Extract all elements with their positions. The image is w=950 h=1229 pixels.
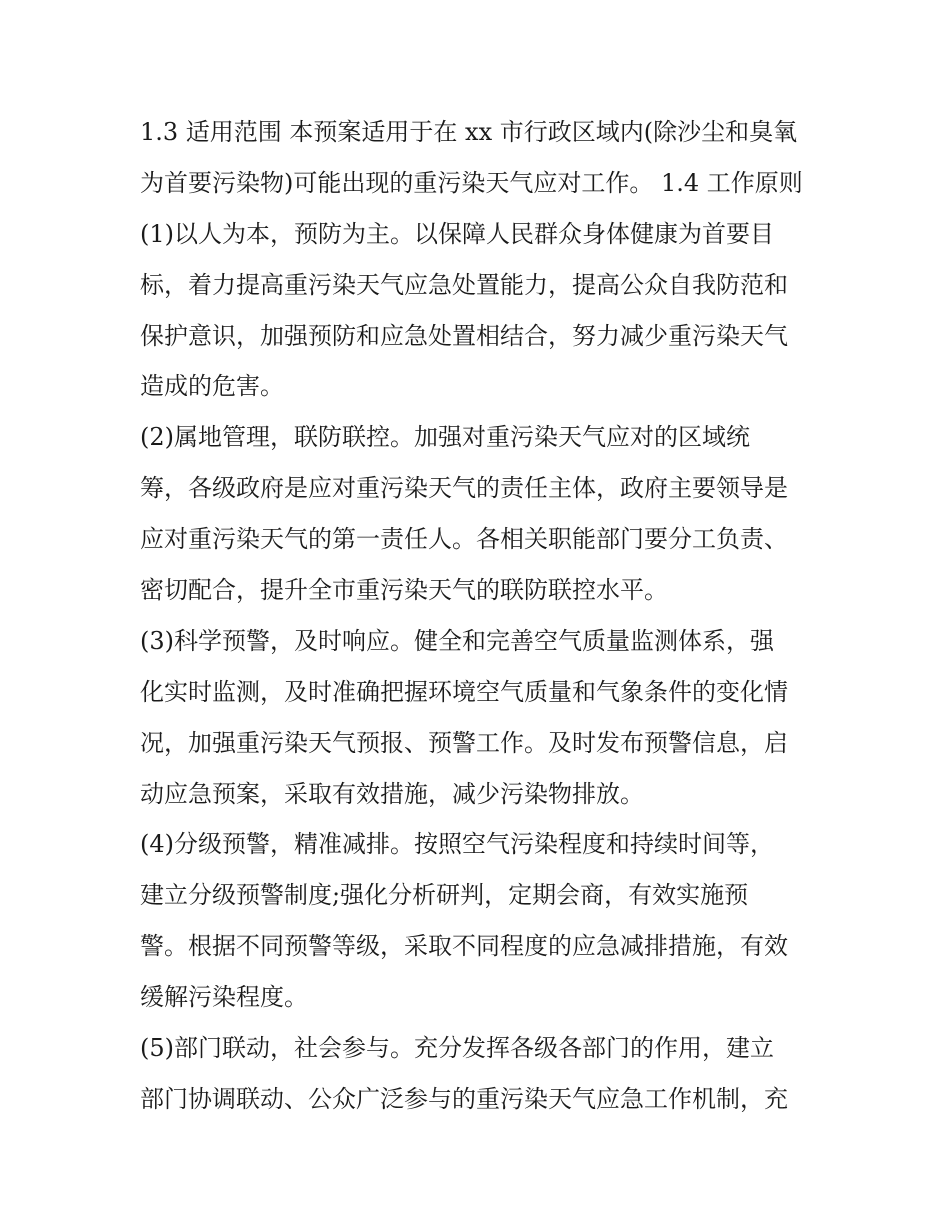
text-line: 造成的危害。	[140, 372, 284, 401]
text-line: (3)科学预警，及时响应。健全和完善空气质量监测体系，强	[140, 626, 774, 655]
text-line: (1)以人为本，预防为主。以保障人民群众身体健康为首要目	[140, 219, 774, 248]
text-line: 密切配合，提升全市重污染天气的联防联控水平。	[140, 576, 668, 605]
text-line: 应对重污染天气的第一责任人。各相关职能部门要分工负责、	[140, 525, 788, 554]
text-line: 为首要污染物)可能出现的重污染天气应对工作。 1.4 工作原则	[140, 168, 803, 197]
text-line: 保护意识，加强预防和应急处置相结合，努力减少重污染天气	[140, 321, 788, 350]
text-line: 1.3 适用范围 本预案适用于在 xx 市行政区域内(除沙尘和臭氧	[140, 118, 798, 146]
text-line: (2)属地管理，联防联控。加强对重污染天气应对的区域统	[140, 423, 750, 452]
text-line: 部门协调联动、公众广泛参与的重污染天气应急工作机制，充	[140, 1084, 788, 1113]
text-line: 动应急预案，采取有效措施，减少污染物排放。	[140, 779, 644, 808]
text-line: 况，加强重污染天气预报、预警工作。及时发布预警信息，启	[140, 728, 788, 757]
text-line: 警。根据不同预警等级，采取不同程度的应急减排措施，有效	[140, 932, 788, 961]
text-line: 缓解污染程度。	[140, 983, 308, 1012]
document-body	[140, 107, 820, 1125]
text-line: 建立分级预警制度;强化分析研判，定期会商，有效实施预	[140, 881, 749, 910]
text-line: 筹，各级政府是应对重污染天气的责任主体，政府主要领导是	[140, 474, 788, 503]
text-line: 标，着力提高重污染天气应急处置能力，提高公众自我防范和	[140, 270, 788, 299]
text-line: (5)部门联动，社会参与。充分发挥各级各部门的作用，建立	[140, 1034, 774, 1063]
text-line: (4)分级预警，精准减排。按照空气污染程度和持续时间等，	[140, 830, 774, 859]
text-line: 化实时监测，及时准确把握环境空气质量和气象条件的变化情	[140, 677, 788, 706]
